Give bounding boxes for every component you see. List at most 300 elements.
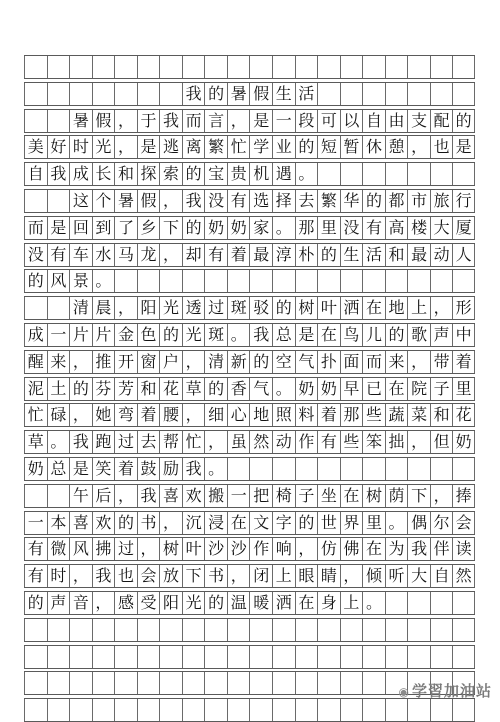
grid-cell: 歌 <box>407 324 430 346</box>
grid-cell: 空 <box>272 351 295 373</box>
grid-cell <box>272 672 295 694</box>
grid-cell: 假 <box>137 190 160 212</box>
grid-cell: 遇 <box>272 163 295 185</box>
grid-cell: 我 <box>407 538 430 560</box>
grid-cell <box>69 619 92 641</box>
grid-cell: 在 <box>362 538 385 560</box>
grid-cell: 气 <box>249 378 272 400</box>
grid-row <box>24 350 475 374</box>
grid-cell <box>249 458 272 480</box>
grid-cell <box>114 619 137 641</box>
grid-cell: 高 <box>385 217 408 239</box>
grid-cell: 金 <box>114 324 137 346</box>
grid-cell <box>227 619 250 641</box>
grid-cell: 活 <box>362 244 385 266</box>
grid-cell: 励 <box>159 458 182 480</box>
grid-cell: 在 <box>295 592 318 614</box>
grid-cell: 风 <box>69 538 92 560</box>
grid-cell: 奶 <box>452 431 475 453</box>
grid-cell <box>317 270 340 292</box>
grid-cell: 景 <box>69 270 92 292</box>
grid-cell <box>204 56 227 78</box>
grid-cell <box>272 270 295 292</box>
grid-cell: 到 <box>92 217 115 239</box>
grid-cell <box>317 619 340 641</box>
grid-cell <box>430 619 453 641</box>
grid-cell <box>407 83 430 105</box>
grid-cell <box>204 699 227 721</box>
grid-cell: 作 <box>249 538 272 560</box>
grid-cell <box>69 83 92 105</box>
grid-cell: 界 <box>340 512 363 534</box>
grid-cell <box>24 56 47 78</box>
grid-cell <box>362 458 385 480</box>
grid-cell: 。 <box>385 512 408 534</box>
grid-cell: 楼 <box>407 217 430 239</box>
grid-cell: ， <box>114 485 137 507</box>
grid-cell: 探 <box>137 163 160 185</box>
grid-cell: 假 <box>92 110 115 132</box>
grid-cell: 我 <box>69 431 92 453</box>
grid-cell <box>407 458 430 480</box>
grid-cell: 尔 <box>430 512 453 534</box>
grid-cell: 会 <box>137 565 160 587</box>
grid-cell: 长 <box>92 163 115 185</box>
grid-cell: 成 <box>24 324 47 346</box>
grid-cell <box>430 699 453 721</box>
grid-row <box>24 484 475 508</box>
grid-cell: 短 <box>317 136 340 158</box>
grid-cell: 文 <box>249 512 272 534</box>
grid-cell: 活 <box>295 83 318 105</box>
grid-row <box>24 82 475 106</box>
grid-row <box>24 55 475 79</box>
grid-cell: 世 <box>317 512 340 534</box>
grid-cell <box>452 270 475 292</box>
grid-cell: 弯 <box>114 404 137 426</box>
grid-cell: 扑 <box>317 351 340 373</box>
grid-cell: 可 <box>317 110 340 132</box>
grid-row <box>24 457 475 481</box>
grid-cell: 碌 <box>47 404 70 426</box>
grid-cell <box>317 458 340 480</box>
grid-cell: 菜 <box>407 404 430 426</box>
grid-cell: 行 <box>452 190 475 212</box>
grid-cell <box>137 270 160 292</box>
grid-cell <box>430 163 453 185</box>
grid-cell <box>159 699 182 721</box>
grid-cell <box>385 619 408 641</box>
grid-cell: 然 <box>452 565 475 587</box>
wechat-icon: ◉ <box>398 685 410 699</box>
grid-cell <box>92 699 115 721</box>
grid-cell: 作 <box>295 431 318 453</box>
grid-cell: 声 <box>47 592 70 614</box>
grid-cell: 书 <box>137 512 160 534</box>
grid-cell <box>407 163 430 185</box>
grid-cell <box>114 83 137 105</box>
grid-cell: 回 <box>69 217 92 239</box>
grid-cell: 那 <box>340 404 363 426</box>
grid-cell: 捧 <box>452 485 475 507</box>
grid-cell: 沙 <box>204 538 227 560</box>
grid-cell: 中 <box>452 324 475 346</box>
grid-cell <box>24 699 47 721</box>
grid-cell <box>430 646 453 668</box>
grid-cell: 的 <box>362 190 385 212</box>
grid-cell: 后 <box>92 485 115 507</box>
grid-cell: ， <box>227 565 250 587</box>
grid-cell: 生 <box>340 244 363 266</box>
grid-cell: 清 <box>204 351 227 373</box>
grid-cell: ， <box>159 512 182 534</box>
grid-cell: 的 <box>452 110 475 132</box>
grid-cell <box>24 485 47 507</box>
grid-cell: 色 <box>137 324 160 346</box>
grid-cell <box>137 56 160 78</box>
watermark <box>399 680 493 701</box>
grid-cell: ， <box>204 431 227 453</box>
grid-cell: 泥 <box>24 378 47 400</box>
grid-row <box>24 645 475 669</box>
grid-cell: 我 <box>182 83 205 105</box>
grid-cell: 放 <box>159 565 182 587</box>
grid-cell: 好 <box>47 136 70 158</box>
grid-cell: 会 <box>452 512 475 534</box>
grid-cell: ， <box>69 565 92 587</box>
grid-cell <box>362 163 385 185</box>
grid-cell: 由 <box>385 110 408 132</box>
grid-cell <box>317 672 340 694</box>
grid-cell <box>159 619 182 641</box>
grid-cell <box>24 672 47 694</box>
grid-cell <box>92 56 115 78</box>
grid-cell: 有 <box>47 244 70 266</box>
grid-cell: 奶 <box>317 378 340 400</box>
grid-cell <box>182 619 205 641</box>
grid-cell <box>295 619 318 641</box>
grid-cell: 动 <box>272 431 295 453</box>
grid-cell: 时 <box>69 136 92 158</box>
grid-cell: 新 <box>227 351 250 373</box>
grid-cell: ， <box>159 244 182 266</box>
grid-cell: 草 <box>182 378 205 400</box>
grid-cell: ， <box>137 538 160 560</box>
grid-cell: ， <box>340 565 363 587</box>
grid-cell: 是 <box>249 110 272 132</box>
grid-cell: 和 <box>385 244 408 266</box>
grid-cell <box>47 56 70 78</box>
grid-cell: 腰 <box>159 404 182 426</box>
grid-cell <box>295 270 318 292</box>
grid-cell: 阳 <box>137 297 160 319</box>
grid-cell: 暖 <box>249 592 272 614</box>
grid-cell <box>92 672 115 694</box>
grid-cell: 的 <box>295 512 318 534</box>
grid-cell <box>272 619 295 641</box>
grid-cell: 形 <box>452 297 475 319</box>
grid-cell <box>137 83 160 105</box>
grid-cell <box>317 163 340 185</box>
grid-cell <box>47 646 70 668</box>
grid-cell: 些 <box>340 431 363 453</box>
grid-cell: 有 <box>24 565 47 587</box>
grid-cell <box>430 56 453 78</box>
grid-cell: ， <box>430 485 453 507</box>
grid-cell: 芬 <box>92 378 115 400</box>
grid-cell <box>137 699 160 721</box>
grid-cell <box>295 56 318 78</box>
grid-cell: 这 <box>69 190 92 212</box>
grid-cell: 把 <box>249 485 272 507</box>
grid-cell: 一 <box>272 110 295 132</box>
grid-cell <box>430 458 453 480</box>
grid-row <box>24 591 475 615</box>
grid-cell: 逃 <box>159 136 182 158</box>
grid-cell: 听 <box>385 565 408 587</box>
grid-cell: 来 <box>385 351 408 373</box>
grid-cell <box>47 619 70 641</box>
grid-cell <box>385 592 408 614</box>
grid-cell <box>340 619 363 641</box>
grid-cell: 自 <box>362 110 385 132</box>
grid-cell <box>249 619 272 641</box>
grid-row <box>24 243 475 267</box>
grid-cell: 奶 <box>227 217 250 239</box>
grid-cell <box>182 56 205 78</box>
grid-cell: 和 <box>430 404 453 426</box>
grid-cell: 和 <box>114 163 137 185</box>
grid-cell: 。 <box>47 431 70 453</box>
grid-cell <box>182 699 205 721</box>
grid-cell <box>452 592 475 614</box>
grid-cell: 是 <box>47 217 70 239</box>
grid-cell: 料 <box>295 404 318 426</box>
grid-cell <box>362 83 385 105</box>
grid-cell: 美 <box>24 136 47 158</box>
grid-cell: 推 <box>92 351 115 373</box>
grid-cell: 上 <box>407 297 430 319</box>
grid-cell <box>69 699 92 721</box>
grid-cell: ， <box>407 351 430 373</box>
grid-cell: 偶 <box>407 512 430 534</box>
grid-cell: ， <box>92 592 115 614</box>
grid-cell: 过 <box>114 538 137 560</box>
grid-cell: 光 <box>182 592 205 614</box>
grid-cell: 儿 <box>362 324 385 346</box>
grid-row <box>24 564 475 588</box>
grid-cell <box>114 646 137 668</box>
grid-cell <box>159 672 182 694</box>
grid-cell: 的 <box>24 270 47 292</box>
grid-cell <box>47 485 70 507</box>
grid-cell: ， <box>182 404 205 426</box>
grid-cell: 我 <box>182 458 205 480</box>
grid-cell <box>227 458 250 480</box>
grid-cell <box>47 190 70 212</box>
grid-cell: 早 <box>340 378 363 400</box>
grid-cell: 是 <box>452 136 475 158</box>
grid-cell: 休 <box>362 136 385 158</box>
grid-cell: 微 <box>47 538 70 560</box>
grid-cell: 段 <box>295 110 318 132</box>
grid-cell <box>340 672 363 694</box>
grid-cell: ， <box>295 538 318 560</box>
grid-cell: ， <box>114 136 137 158</box>
grid-cell: 的 <box>24 592 47 614</box>
grid-cell <box>385 83 408 105</box>
grid-cell: 荫 <box>385 485 408 507</box>
grid-cell <box>159 56 182 78</box>
grid-cell: 沙 <box>227 538 250 560</box>
grid-cell: 的 <box>204 378 227 400</box>
grid-cell: 忙 <box>227 136 250 158</box>
grid-row <box>24 403 475 427</box>
grid-cell: 。 <box>295 163 318 185</box>
grid-cell: 午 <box>69 485 92 507</box>
grid-cell: 一 <box>24 512 47 534</box>
grid-cell: 我 <box>249 324 272 346</box>
grid-cell <box>24 110 47 132</box>
grid-cell: 我 <box>137 485 160 507</box>
grid-cell: 笨 <box>362 431 385 453</box>
grid-cell <box>362 672 385 694</box>
grid-cell <box>204 270 227 292</box>
grid-cell <box>47 672 70 694</box>
grid-cell <box>385 163 408 185</box>
grid-cell: 院 <box>407 378 430 400</box>
grid-cell <box>340 458 363 480</box>
grid-cell: 书 <box>204 565 227 587</box>
grid-cell: 斑 <box>204 324 227 346</box>
grid-cell <box>159 83 182 105</box>
grid-cell: 然 <box>249 431 272 453</box>
grid-cell: 晨 <box>92 297 115 319</box>
grid-cell: 洒 <box>272 592 295 614</box>
grid-cell <box>114 699 137 721</box>
grid-cell <box>182 646 205 668</box>
grid-cell <box>272 458 295 480</box>
grid-cell <box>69 56 92 78</box>
grid-cell: 地 <box>249 404 272 426</box>
grid-cell: 感 <box>114 592 137 614</box>
grid-cell <box>159 270 182 292</box>
grid-cell: 个 <box>92 190 115 212</box>
grid-cell: 有 <box>204 244 227 266</box>
grid-cell: 有 <box>362 217 385 239</box>
grid-cell <box>407 619 430 641</box>
grid-row <box>24 618 475 642</box>
grid-cell: 。 <box>227 324 250 346</box>
grid-cell <box>362 699 385 721</box>
grid-cell <box>452 163 475 185</box>
grid-cell <box>385 699 408 721</box>
grid-cell: 宝 <box>204 163 227 185</box>
grid-cell <box>430 270 453 292</box>
grid-cell <box>204 619 227 641</box>
grid-cell: 草 <box>24 431 47 453</box>
grid-cell: 旅 <box>430 190 453 212</box>
grid-cell: 有 <box>227 190 250 212</box>
grid-cell <box>24 297 47 319</box>
grid-cell: 下 <box>407 485 430 507</box>
grid-cell: 我 <box>92 565 115 587</box>
grid-cell: 贵 <box>227 163 250 185</box>
grid-cell: 生 <box>272 83 295 105</box>
grid-cell: 没 <box>204 190 227 212</box>
grid-cell <box>249 646 272 668</box>
grid-cell: 里 <box>362 512 385 534</box>
grid-cell: 于 <box>137 110 160 132</box>
grid-cell: 的 <box>317 244 340 266</box>
grid-cell: ， <box>182 351 205 373</box>
grid-row <box>24 109 475 133</box>
grid-cell: 我 <box>47 163 70 185</box>
grid-row <box>24 430 475 454</box>
grid-cell: ， <box>227 110 250 132</box>
grid-cell: 索 <box>159 163 182 185</box>
grid-cell <box>452 83 475 105</box>
grid-cell: 闭 <box>249 565 272 587</box>
grid-cell: 浸 <box>204 512 227 534</box>
grid-cell <box>272 56 295 78</box>
grid-cell: 水 <box>92 244 115 266</box>
grid-cell: 龙 <box>137 244 160 266</box>
grid-cell: 自 <box>24 163 47 185</box>
grid-cell <box>137 672 160 694</box>
grid-cell: 。 <box>272 217 295 239</box>
grid-cell: 乡 <box>137 217 160 239</box>
grid-row <box>24 511 475 535</box>
grid-cell <box>452 619 475 641</box>
grid-cell: 过 <box>204 297 227 319</box>
grid-cell: 芳 <box>114 378 137 400</box>
grid-cell: 家 <box>249 217 272 239</box>
grid-cell: 奶 <box>295 378 318 400</box>
grid-cell: 蔬 <box>385 404 408 426</box>
grid-cell: 喜 <box>69 512 92 534</box>
grid-cell: 本 <box>47 512 70 534</box>
grid-cell <box>69 672 92 694</box>
grid-cell: 照 <box>272 404 295 426</box>
grid-cell <box>385 56 408 78</box>
grid-cell <box>227 699 250 721</box>
grid-cell: ， <box>114 110 137 132</box>
grid-cell: 睛 <box>317 565 340 587</box>
grid-cell: 暑 <box>227 83 250 105</box>
grid-cell: 的 <box>385 324 408 346</box>
grid-cell: 奶 <box>24 458 47 480</box>
grid-cell <box>295 458 318 480</box>
grid-cell: 醒 <box>24 351 47 373</box>
grid-cell: 而 <box>24 217 47 239</box>
grid-cell <box>249 56 272 78</box>
grid-row <box>24 135 475 159</box>
grid-cell <box>24 83 47 105</box>
grid-row <box>24 296 475 320</box>
grid-cell <box>385 646 408 668</box>
grid-cell: 机 <box>249 163 272 185</box>
grid-cell <box>137 619 160 641</box>
grid-cell: 的 <box>182 217 205 239</box>
grid-cell: 暑 <box>114 190 137 212</box>
grid-cell: 淳 <box>272 244 295 266</box>
grid-cell: 花 <box>159 378 182 400</box>
grid-cell: 的 <box>114 512 137 534</box>
grid-cell <box>159 646 182 668</box>
grid-cell <box>317 83 340 105</box>
grid-cell: 是 <box>295 324 318 346</box>
